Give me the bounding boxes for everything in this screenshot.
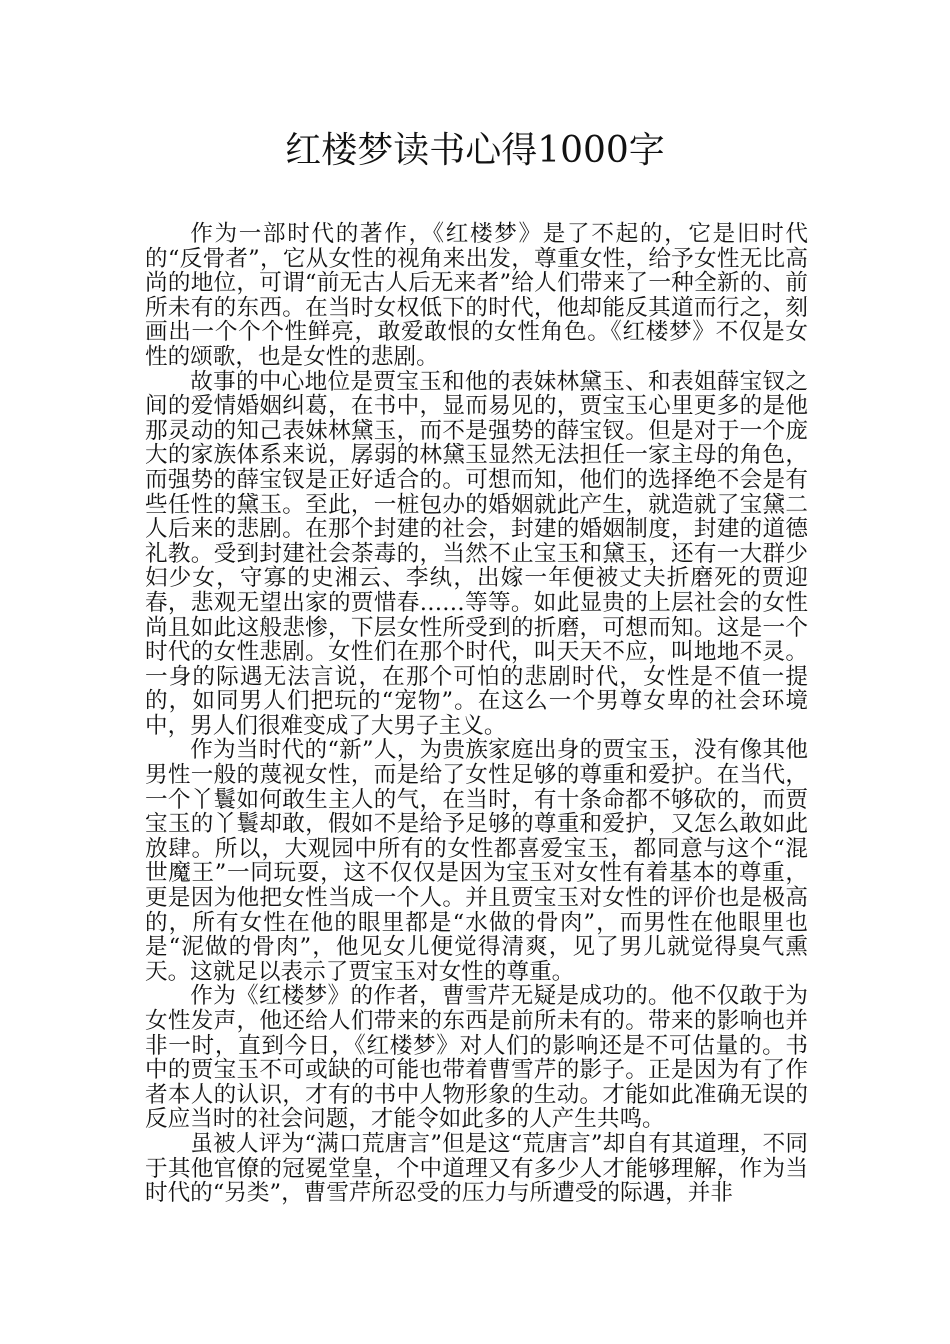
paragraph-3: 作为当时代的“新”人，为贵族家庭出身的贾宝玉，没有像其他男性一般的蔑视女性，而是给了女性足够的尊重和爱护。在当代，一个丫鬟如何敢生主人的气，在当时，有十条命都不够砍的，而贾宝玉的丫鬟却敢，假如不是给予足够的尊重和爱护，又怎么敢如此放肆。所以，大观园中所有的女性都喜爱宝玉，都同意与这个“混世魔王”一同玩耍，这不仅仅是因为宝玉对女性有着基本的尊重，更是因为他把女性当成一个人。并且贾宝玉对女性的评价也是极高的，所有女性在他的眼里都是“水做的骨肉”，而男性在他眼里也是“泥做的骨肉”，他见女儿便觉得清爽，见了男儿就觉得臭气熏天。这就足以表示了贾宝玉对女性的尊重。 [145,737,808,985]
paragraph-2: 故事的中心地位是贾宝玉和他的表妹林黛玉、和表姐薛宝钗之间的爱情婚姻纠葛，在书中，显而易见的，贾宝玉心里更多的是他那灵动的知己表妹林黛玉，而不是强势的薛宝钗。但是对于一个庞大的家族体系来说，孱弱的林黛玉显然无法担任一家主母的角色，而强势的薛宝钗是正好适合的。可想而知，他们的选择绝不会是有些任性的黛玉。至此，一桩包办的婚姻就此产生，就造就了宝黛二人后来的悲剧。在那个封建的社会，封建的婚姻制度，封建的道德礼教。受到封建社会荼毒的，当然不止宝玉和黛玉，还有一大群少妇少女，守寡的史湘云、李纨，出嫁一年便被丈夫折磨死的贾迎春，悲观无望出家的贾惜春……等等。如此显贵的上层社会的女性尚且如此这般悲惨，下层女性所受到的折磨，可想而知。这是一个时代的女性悲剧。女性们在那个时代，叫天天不应，叫地地不灵。一身的际遇无法言说，在那个可怕的悲剧时代，女性是不值一提的，如同男人们把玩的“宠物”。在这么一个男尊女卑的社会环境中，男人们很难变成了大男子主义。 [145,368,808,739]
document-body [145,222,808,1206]
paragraph-5: 虽被人评为“满口荒唐言”但是这“荒唐言”却自有其道理，不同于其他官僚的冠冕堂皇，个中道理又有多少人才能够理解，作为当时代的“另类”，曹雪芹所忍受的压力与所遭受的际遇，并非 [145,1130,808,1207]
paragraph-4: 作为《红楼梦》的作者，曹雪芹无疑是成功的。他不仅敢于为女性发声，他还给人们带来的东西是前所未有的。带来的影响也并非一时，直到今日，《红楼梦》对人们的影响还是不可估量的。书中的贾宝玉不可或缺的可能也带着曹雪芹的影子。正是因为有了作者本人的认识，才有的书中人物形象的生动。才能如此准确无误的反应当时的社会问题，才能令如此多的人产生共鸣。 [145,983,808,1133]
paragraph-1: 作为一部时代的著作，《红楼梦》是了不起的，它是旧时代的“反骨者”，它从女性的视角来出发，尊重女性，给予女性无比高尚的地位，可谓“前无古人后无来者”给人们带来了一种全新的、前所未有的东西。在当时女权低下的时代，他却能反其道而行之，刻画出一个个个性鲜亮，敢爱敢恨的女性角色。《红楼梦》不仅是女性的颂歌，也是女性的悲剧。 [145,221,808,370]
document-title: 红楼梦读书心得1000字 [285,130,665,171]
